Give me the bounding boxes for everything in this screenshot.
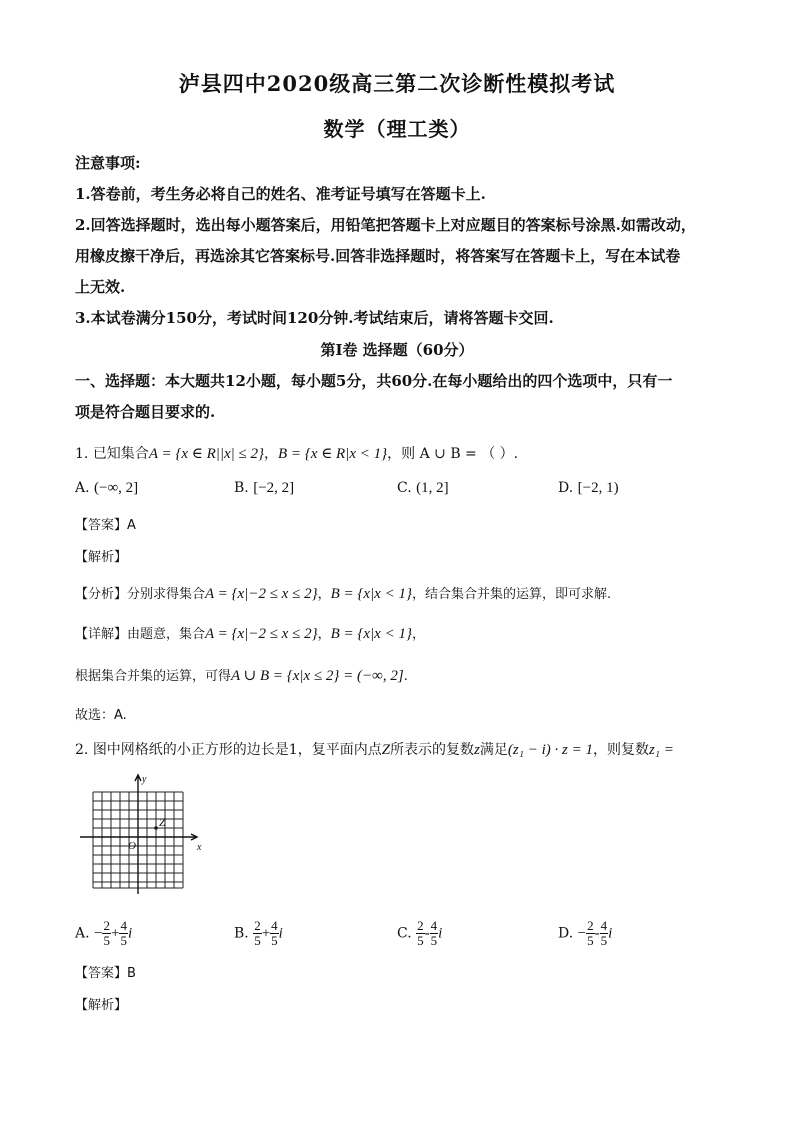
q1-option-d-label: D. xyxy=(558,480,574,496)
q1-option-a-label: A. xyxy=(75,480,90,496)
q2-answer xyxy=(75,962,136,981)
q1-xiangjie-comma: ， xyxy=(317,627,331,642)
q2-stem xyxy=(75,739,674,759)
q1-stem-prefix: 已知集合 xyxy=(92,446,149,462)
q1-fenxi-comma: ， xyxy=(317,587,331,602)
notes-item-1: 1.答卷前，考生务必将自己的姓名、准考证号填写在答题卡上. xyxy=(75,185,486,203)
q2-option-c-frac-2: $\frac{4}{5}$ xyxy=(430,918,438,948)
complex-plane-figure xyxy=(78,772,208,896)
q2-option-d-frac-1: $\frac{2}{5}$ xyxy=(587,918,594,948)
q2-jiexi-tag: 【解析】 xyxy=(75,998,128,1013)
q2-stem-2: 所表示的复数 xyxy=(390,742,475,758)
q2-option-c-label: C. xyxy=(397,925,412,942)
q2-answer-value: B xyxy=(127,966,136,981)
q1-option-a xyxy=(75,480,138,497)
q1-answer xyxy=(75,514,136,533)
q2-option-c-frac-1: $\frac{2}{5}$ xyxy=(417,918,424,948)
q1-set-a: A = {x ∈ R||x| ≤ 2} xyxy=(148,446,265,462)
q1-xiangjie-set-a: A = {x|−2 ≤ x ≤ 2} xyxy=(205,626,318,642)
q2-stem-4: ，则复数 xyxy=(592,742,649,758)
q1-set-b: B = {x ∈ R|x < 1} xyxy=(278,446,388,462)
q2-point-z: Z xyxy=(381,742,391,758)
q2-option-a-frac-1: $\frac{2}{5}$ xyxy=(103,918,110,948)
q1-comma: ， xyxy=(264,446,279,462)
q2-option-b-frac-2: $\frac{4}{5}$ xyxy=(271,918,278,948)
q1-stem-suffix: ，则 A ∪ B = （ ）. xyxy=(387,446,519,462)
point-z-label: Z xyxy=(159,817,166,829)
q1-answer-tag: 【答案】 xyxy=(75,518,128,533)
q2-z: z xyxy=(474,742,480,758)
q2-option-d-i: i xyxy=(608,925,613,942)
q1-number: 1. xyxy=(75,446,89,462)
q2-option-a-sign: − xyxy=(94,925,103,942)
q2-option-a-frac-2: $\frac{4}{5}$ xyxy=(120,918,127,948)
section-intro-line-2: 项是符合题目要求的. xyxy=(75,403,216,421)
q2-option-d-label: D. xyxy=(558,925,574,942)
q2-condition: (z₁ − i) · z = 1 xyxy=(507,742,593,758)
q2-option-b-frac-1: $\frac{2}{5}$ xyxy=(254,918,261,948)
q1-stem xyxy=(75,443,518,463)
q2-option-c-i: i xyxy=(438,925,443,942)
q1-xiangjie-tag: 【详解】 xyxy=(75,627,128,642)
origin-label: O xyxy=(128,840,136,852)
section-title: 第Ⅰ卷 选择题（60分） xyxy=(320,341,474,359)
q1-option-c-text: (1, 2] xyxy=(416,480,449,496)
notes-item-2-line-1: 2.回答选择题时，选出每小题答案后，用铅笔把答题卡上对应题目的答案标号涂黑.如需改动， xyxy=(75,216,696,234)
q2-answer-tag: 【答案】 xyxy=(75,966,128,981)
y-axis-label: y xyxy=(142,774,147,785)
q1-fenxi xyxy=(75,583,611,603)
x-axis-label: x xyxy=(197,842,202,853)
q2-option-d xyxy=(558,919,612,948)
q2-option-b xyxy=(234,919,283,948)
q2-option-d-op: - xyxy=(594,925,600,942)
q1-option-d-text: [−2, 1) xyxy=(577,480,619,496)
q2-option-b-op: + xyxy=(261,925,271,942)
q1-fenxi-set-b: B = {x|x < 1} xyxy=(330,586,412,602)
q1-union-end: . xyxy=(403,669,408,684)
q1-answer-value: A xyxy=(127,518,136,533)
notes-item-2-line-3: 上无效. xyxy=(75,278,126,296)
notes-heading: 注意事项: xyxy=(75,154,141,172)
q1-union-text: 根据集合并集的运算，可得 xyxy=(75,669,232,684)
q1-fenxi-text-1: 分别求得集合 xyxy=(127,587,206,602)
notes-item-3: 3.本试卷满分150分，考试时间120分钟.考试结束后，请将答题卡交回. xyxy=(75,309,554,327)
exam-title: 泸县四中2020级高三第二次诊断性模拟考试 xyxy=(178,71,616,96)
q1-option-b-label: B. xyxy=(234,480,249,496)
q1-xiangjie-set-b: B = {x|x < 1} xyxy=(330,626,412,642)
q2-number: 2. xyxy=(75,742,89,758)
q1-xiangjie-text: 由题意，集合 xyxy=(127,627,206,642)
q2-option-c xyxy=(397,919,442,948)
q1-choose: 故选：A. xyxy=(75,708,127,723)
q1-fenxi-tag: 【分析】 xyxy=(75,587,128,602)
point-z-dot xyxy=(154,826,158,830)
q2-option-a xyxy=(75,919,132,948)
q1-union xyxy=(75,665,408,685)
q2-stem-3: 满足 xyxy=(479,742,508,758)
notes-item-2-line-2: 用橡皮擦干净后，再选涂其它答案标号.回答非选择题时，将答案写在答题卡上，写在本试卷 xyxy=(75,247,681,265)
q2-z1: z₁ = xyxy=(648,742,674,758)
q1-fenxi-set-a: A = {x|−2 ≤ x ≤ 2} xyxy=(205,586,318,602)
q2-option-d-frac-2: $\frac{4}{5}$ xyxy=(600,918,608,948)
section-intro-line-1: 一、选择题：本大题共12小题，每小题5分，共60分.在每小题给出的四个选项中，只有一 xyxy=(75,372,673,390)
q2-option-a-label: A. xyxy=(75,925,90,942)
q1-union-expr: A ∪ B = {x|x ≤ 2} = (−∞, 2] xyxy=(231,668,404,684)
q2-option-a-op: + xyxy=(110,925,120,942)
q2-option-b-label: B. xyxy=(234,925,249,942)
q2-option-b-i: i xyxy=(278,925,283,942)
q1-xiangjie-end: ， xyxy=(411,627,425,642)
q2-option-d-sign: − xyxy=(577,925,587,942)
exam-subtitle: 数学（理工类） xyxy=(323,117,471,141)
q2-stem-1: 图中网格纸的小正方形的边长是1，复平面内点 xyxy=(92,742,382,758)
q1-xiangjie xyxy=(75,623,425,643)
q2-option-a-i: i xyxy=(127,925,133,942)
q1-fenxi-text-2: ，结合集合并集的运算，即可求解. xyxy=(411,587,612,602)
q1-option-d xyxy=(558,480,619,497)
q1-jiexi-tag: 【解析】 xyxy=(75,550,128,565)
q1-option-b xyxy=(234,480,294,497)
q1-option-b-text: [−2, 2] xyxy=(253,480,295,496)
q1-option-a-text: (−∞, 2] xyxy=(94,480,139,496)
q1-option-c-label: C. xyxy=(397,480,412,496)
axes xyxy=(80,775,197,894)
q2-option-c-op: - xyxy=(424,925,430,942)
q1-option-c xyxy=(397,480,449,497)
